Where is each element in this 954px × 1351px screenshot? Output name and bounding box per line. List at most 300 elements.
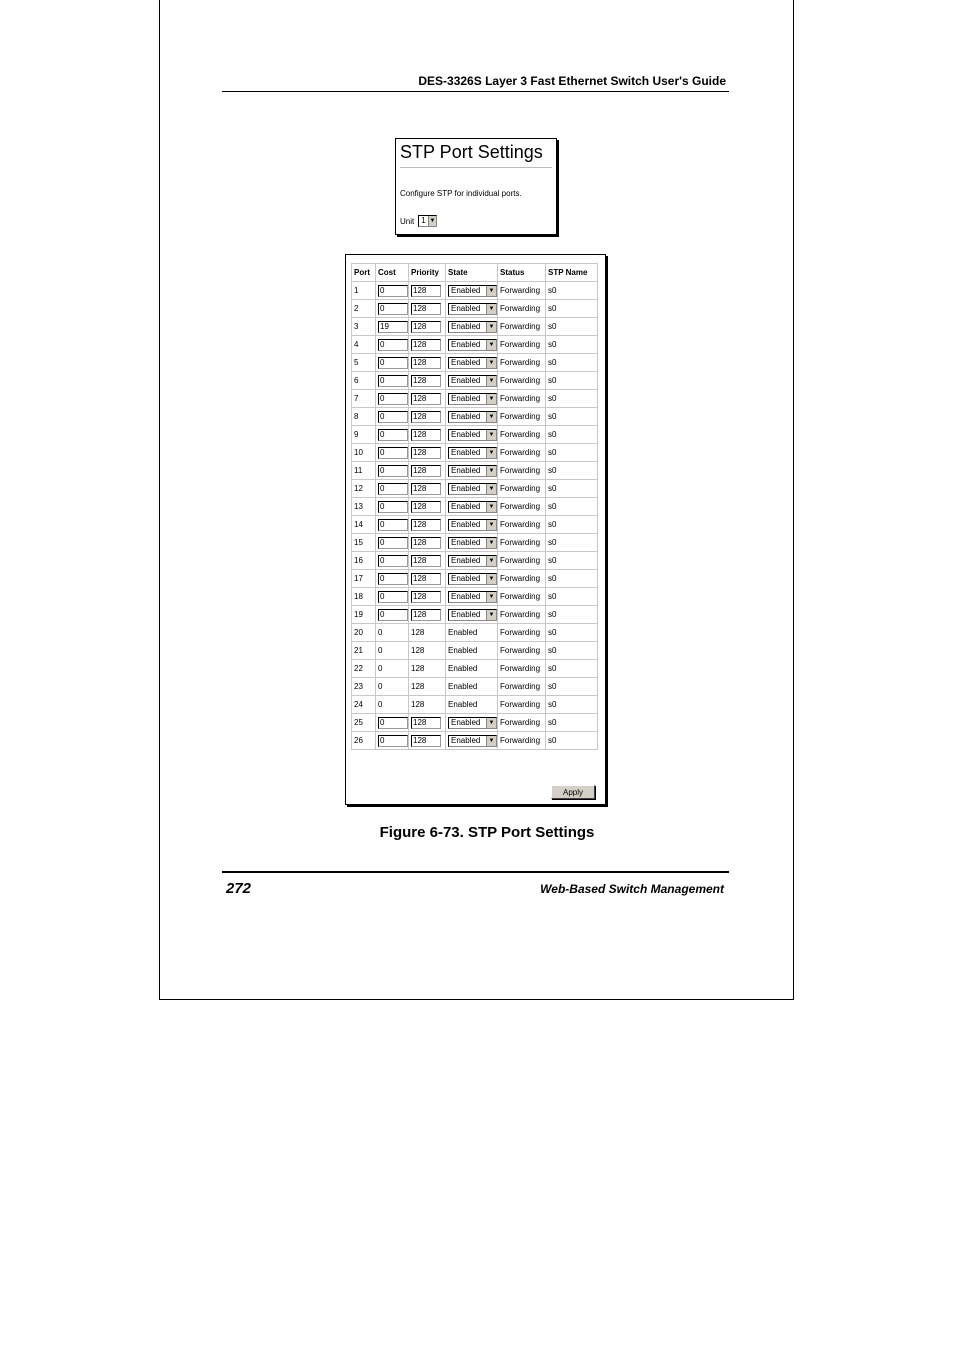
state-select-value: Enabled <box>451 537 481 547</box>
priority-input[interactable] <box>411 519 441 531</box>
state-cell <box>446 408 498 426</box>
state-cell <box>446 552 498 570</box>
state-select-value: Enabled <box>451 447 481 457</box>
chevron-down-icon: ▼ <box>486 592 496 602</box>
priority-cell <box>409 714 446 732</box>
priority-input[interactable] <box>411 285 441 297</box>
state-cell <box>446 480 498 498</box>
status-cell: Forwarding <box>498 588 546 606</box>
table-row <box>352 696 598 714</box>
priority-cell <box>409 318 446 336</box>
state-cell <box>446 300 498 318</box>
stp-name-cell: s0 <box>546 462 598 480</box>
state-select-value: Enabled <box>451 591 481 601</box>
figure-caption: Figure 6-73. STP Port Settings <box>379 824 595 841</box>
cost-cell <box>376 372 409 390</box>
table-row <box>352 588 598 606</box>
port-cell: 7 <box>352 390 376 408</box>
port-cell: 1 <box>352 282 376 300</box>
footer-divider <box>222 871 729 873</box>
table-row <box>352 444 598 462</box>
port-cell: 8 <box>352 408 376 426</box>
state-select-value: Enabled <box>451 321 481 331</box>
port-rows <box>352 282 598 750</box>
chevron-down-icon: ▼ <box>486 322 496 332</box>
apply-button[interactable]: Apply <box>551 785 595 799</box>
priority-input[interactable] <box>411 411 441 423</box>
state-cell <box>446 606 498 624</box>
state-cell <box>446 498 498 516</box>
unit-row <box>400 215 437 227</box>
table-row <box>352 570 598 588</box>
stp-name-cell: s0 <box>546 372 598 390</box>
cost-input[interactable] <box>378 429 408 441</box>
cost-cell <box>376 354 409 372</box>
chevron-down-icon: ▼ <box>486 430 496 440</box>
priority-input[interactable] <box>411 483 441 495</box>
priority-cell <box>409 282 446 300</box>
priority-input[interactable] <box>411 429 441 441</box>
priority-cell <box>409 498 446 516</box>
state-cell: Enabled <box>446 624 498 642</box>
state-select-value: Enabled <box>451 357 481 367</box>
priority-cell <box>409 516 446 534</box>
priority-cell <box>409 300 446 318</box>
unit-select[interactable] <box>418 215 437 227</box>
state-select[interactable] <box>448 573 497 585</box>
state-cell <box>446 534 498 552</box>
cost-input[interactable] <box>378 411 408 423</box>
status-cell: Forwarding <box>498 480 546 498</box>
cost-cell <box>376 606 409 624</box>
cost-input[interactable] <box>378 465 408 477</box>
port-cell: 4 <box>352 336 376 354</box>
port-cell: 24 <box>352 696 376 714</box>
cost-input[interactable] <box>378 447 408 459</box>
state-select-value: Enabled <box>451 375 481 385</box>
stp-name-cell: s0 <box>546 300 598 318</box>
priority-cell <box>409 336 446 354</box>
priority-cell: 128 <box>409 678 446 696</box>
state-select-value: Enabled <box>451 483 481 493</box>
cost-input[interactable] <box>378 357 408 369</box>
port-cell: 18 <box>352 588 376 606</box>
table-row <box>352 336 598 354</box>
priority-input[interactable] <box>411 501 441 513</box>
cost-cell <box>376 444 409 462</box>
cost-cell <box>376 426 409 444</box>
cost-cell <box>376 318 409 336</box>
stp-settings-card <box>395 138 557 235</box>
priority-input[interactable] <box>411 537 441 549</box>
state-select-value: Enabled <box>451 735 481 745</box>
status-cell: Forwarding <box>498 606 546 624</box>
state-select[interactable] <box>448 717 497 729</box>
port-cell: 26 <box>352 732 376 750</box>
state-cell <box>446 426 498 444</box>
chevron-down-icon: ▼ <box>486 502 496 512</box>
chevron-down-icon: ▼ <box>486 610 496 620</box>
priority-cell <box>409 354 446 372</box>
cost-cell <box>376 480 409 498</box>
chevron-down-icon: ▼ <box>486 736 496 746</box>
state-select-value: Enabled <box>451 609 481 619</box>
table-row <box>352 516 598 534</box>
priority-input[interactable] <box>411 303 441 315</box>
port-cell: 5 <box>352 354 376 372</box>
state-cell <box>446 570 498 588</box>
cost-input[interactable] <box>378 339 408 351</box>
column-header-priority: Priority <box>409 264 446 282</box>
stp-name-cell: s0 <box>546 588 598 606</box>
stp-name-cell: s0 <box>546 480 598 498</box>
cost-cell <box>376 732 409 750</box>
state-cell <box>446 714 498 732</box>
state-cell <box>446 372 498 390</box>
priority-input[interactable] <box>411 321 441 333</box>
table-row <box>352 552 598 570</box>
port-cell: 13 <box>352 498 376 516</box>
priority-input[interactable] <box>411 393 441 405</box>
state-select[interactable] <box>448 447 497 459</box>
cost-cell <box>376 498 409 516</box>
cost-cell <box>376 714 409 732</box>
state-select[interactable] <box>448 393 497 405</box>
state-select[interactable] <box>448 483 497 495</box>
port-cell: 6 <box>352 372 376 390</box>
cost-input[interactable] <box>378 519 408 531</box>
state-select-value: Enabled <box>451 465 481 475</box>
status-cell: Forwarding <box>498 624 546 642</box>
column-header-state: State <box>446 264 498 282</box>
state-select[interactable] <box>448 375 497 387</box>
status-cell: Forwarding <box>498 714 546 732</box>
table-row <box>352 642 598 660</box>
priority-input[interactable] <box>411 735 441 747</box>
port-cell: 10 <box>352 444 376 462</box>
page-number: 272 <box>226 880 252 897</box>
stp-name-cell: s0 <box>546 282 598 300</box>
port-cell: 20 <box>352 624 376 642</box>
cost-input[interactable] <box>378 555 408 567</box>
cost-cell <box>376 570 409 588</box>
document-header: DES-3326S Layer 3 Fast Ethernet Switch User's Guide <box>222 74 729 92</box>
port-cell: 15 <box>352 534 376 552</box>
table-row <box>352 354 598 372</box>
stp-name-cell: s0 <box>546 444 598 462</box>
cost-input[interactable] <box>378 735 408 747</box>
title-divider <box>400 167 552 168</box>
status-cell: Forwarding <box>498 696 546 714</box>
column-header-port: Port <box>352 264 376 282</box>
state-cell <box>446 462 498 480</box>
table-row <box>352 678 598 696</box>
priority-input[interactable] <box>411 591 441 603</box>
cost-cell <box>376 336 409 354</box>
stp-name-cell: s0 <box>546 534 598 552</box>
chevron-down-icon: ▼ <box>486 574 496 584</box>
state-cell <box>446 282 498 300</box>
state-select[interactable] <box>448 303 497 315</box>
stp-name-cell: s0 <box>546 498 598 516</box>
state-cell: Enabled <box>446 642 498 660</box>
priority-cell <box>409 732 446 750</box>
priority-input[interactable] <box>411 357 441 369</box>
chevron-down-icon: ▼ <box>486 412 496 422</box>
state-select[interactable] <box>448 609 497 621</box>
table-row <box>352 282 598 300</box>
stp-name-cell: s0 <box>546 354 598 372</box>
state-select-value: Enabled <box>451 285 481 295</box>
stp-name-cell: s0 <box>546 642 598 660</box>
stp-name-cell: s0 <box>546 732 598 750</box>
status-cell: Forwarding <box>498 444 546 462</box>
cost-cell <box>376 534 409 552</box>
status-cell: Forwarding <box>498 516 546 534</box>
state-select[interactable] <box>448 321 497 333</box>
table-row <box>352 714 598 732</box>
state-select[interactable] <box>448 339 497 351</box>
state-select[interactable] <box>448 357 497 369</box>
chevron-down-icon: ▼ <box>429 218 436 224</box>
status-cell: Forwarding <box>498 282 546 300</box>
cost-input[interactable] <box>378 285 408 297</box>
cost-cell <box>376 462 409 480</box>
port-cell: 19 <box>352 606 376 624</box>
cost-cell <box>376 552 409 570</box>
state-cell <box>446 588 498 606</box>
priority-input[interactable] <box>411 573 441 585</box>
cost-input[interactable] <box>378 375 408 387</box>
stp-name-cell: s0 <box>546 678 598 696</box>
priority-cell <box>409 534 446 552</box>
state-cell: Enabled <box>446 696 498 714</box>
status-cell: Forwarding <box>498 732 546 750</box>
priority-input[interactable] <box>411 609 441 621</box>
table-row <box>352 732 598 750</box>
state-select[interactable] <box>448 285 497 297</box>
stp-name-cell: s0 <box>546 714 598 732</box>
table-row <box>352 390 598 408</box>
table-row <box>352 660 598 678</box>
table-row <box>352 300 598 318</box>
footer-section-title: Web-Based Switch Management <box>540 882 724 896</box>
state-select[interactable] <box>448 411 497 423</box>
stp-name-cell: s0 <box>546 606 598 624</box>
port-cell: 17 <box>352 570 376 588</box>
port-cell: 14 <box>352 516 376 534</box>
priority-cell <box>409 426 446 444</box>
state-select[interactable] <box>448 537 497 549</box>
cost-input[interactable] <box>378 717 408 729</box>
priority-input[interactable] <box>411 555 441 567</box>
stp-name-cell: s0 <box>546 318 598 336</box>
priority-cell <box>409 372 446 390</box>
priority-cell <box>409 462 446 480</box>
state-select-value: Enabled <box>451 393 481 403</box>
priority-input[interactable] <box>411 339 441 351</box>
stp-name-cell: s0 <box>546 660 598 678</box>
state-select[interactable] <box>448 555 497 567</box>
state-cell <box>446 336 498 354</box>
state-select-value: Enabled <box>451 717 481 727</box>
priority-cell: 128 <box>409 696 446 714</box>
state-select-value: Enabled <box>451 573 481 583</box>
status-cell: Forwarding <box>498 318 546 336</box>
column-header-cost: Cost <box>376 264 409 282</box>
cost-input[interactable] <box>378 483 408 495</box>
chevron-down-icon: ▼ <box>486 358 496 368</box>
priority-input[interactable] <box>411 717 441 729</box>
column-header-status: Status <box>498 264 546 282</box>
status-cell: Forwarding <box>498 426 546 444</box>
port-cell: 25 <box>352 714 376 732</box>
column-header-stp-name: STP Name <box>546 264 598 282</box>
chevron-down-icon: ▼ <box>486 394 496 404</box>
state-select[interactable] <box>448 465 497 477</box>
cost-cell <box>376 588 409 606</box>
stp-settings-description: Configure STP for individual ports. <box>400 189 522 198</box>
chevron-down-icon: ▼ <box>486 304 496 314</box>
priority-cell <box>409 444 446 462</box>
state-cell <box>446 516 498 534</box>
state-select[interactable] <box>448 429 497 441</box>
port-cell: 21 <box>352 642 376 660</box>
cost-input[interactable] <box>378 537 408 549</box>
chevron-down-icon: ▼ <box>486 484 496 494</box>
priority-input[interactable] <box>411 375 441 387</box>
port-table-panel <box>345 254 606 805</box>
state-select-value: Enabled <box>451 411 481 421</box>
stp-settings-title: STP Port Settings <box>400 142 543 162</box>
state-select-value: Enabled <box>451 555 481 565</box>
priority-cell <box>409 480 446 498</box>
state-select[interactable] <box>448 735 497 747</box>
cost-cell: 0 <box>376 678 409 696</box>
cost-cell <box>376 300 409 318</box>
state-cell <box>446 732 498 750</box>
unit-select-value: 1 <box>421 216 426 225</box>
stp-name-cell: s0 <box>546 426 598 444</box>
chevron-down-icon: ▼ <box>486 556 496 566</box>
priority-cell <box>409 570 446 588</box>
table-row <box>352 426 598 444</box>
priority-cell: 128 <box>409 624 446 642</box>
priority-cell <box>409 408 446 426</box>
chevron-down-icon: ▼ <box>486 718 496 728</box>
status-cell: Forwarding <box>498 642 546 660</box>
priority-cell <box>409 390 446 408</box>
status-cell: Forwarding <box>498 300 546 318</box>
cost-cell: 0 <box>376 696 409 714</box>
stp-name-cell: s0 <box>546 696 598 714</box>
cost-cell <box>376 516 409 534</box>
status-cell: Forwarding <box>498 660 546 678</box>
table-row <box>352 624 598 642</box>
chevron-down-icon: ▼ <box>486 376 496 386</box>
status-cell: Forwarding <box>498 390 546 408</box>
state-select-value: Enabled <box>451 429 481 439</box>
state-cell <box>446 318 498 336</box>
cost-cell <box>376 390 409 408</box>
status-cell: Forwarding <box>498 498 546 516</box>
status-cell: Forwarding <box>498 462 546 480</box>
port-cell: 23 <box>352 678 376 696</box>
state-select-value: Enabled <box>451 339 481 349</box>
state-select-value: Enabled <box>451 501 481 511</box>
port-cell: 11 <box>352 462 376 480</box>
state-select-value: Enabled <box>451 303 481 313</box>
state-select[interactable] <box>448 519 497 531</box>
cost-input[interactable] <box>378 321 408 333</box>
state-select[interactable] <box>448 591 497 603</box>
chevron-down-icon: ▼ <box>486 448 496 458</box>
port-cell: 2 <box>352 300 376 318</box>
priority-cell <box>409 588 446 606</box>
port-cell: 22 <box>352 660 376 678</box>
priority-cell <box>409 606 446 624</box>
priority-cell: 128 <box>409 660 446 678</box>
port-table <box>351 263 598 750</box>
table-row <box>352 534 598 552</box>
port-cell: 12 <box>352 480 376 498</box>
table-row <box>352 372 598 390</box>
unit-label: Unit <box>400 216 415 226</box>
status-cell: Forwarding <box>498 336 546 354</box>
state-cell: Enabled <box>446 678 498 696</box>
table-row <box>352 462 598 480</box>
cost-input[interactable] <box>378 591 408 603</box>
status-cell: Forwarding <box>498 570 546 588</box>
table-row <box>352 408 598 426</box>
cost-input[interactable] <box>378 303 408 315</box>
cost-input[interactable] <box>378 501 408 513</box>
priority-input[interactable] <box>411 447 441 459</box>
status-cell: Forwarding <box>498 534 546 552</box>
status-cell: Forwarding <box>498 408 546 426</box>
cost-input[interactable] <box>378 573 408 585</box>
cost-input[interactable] <box>378 609 408 621</box>
priority-cell: 128 <box>409 642 446 660</box>
status-cell: Forwarding <box>498 372 546 390</box>
stp-name-cell: s0 <box>546 408 598 426</box>
state-select[interactable] <box>448 501 497 513</box>
cost-cell: 0 <box>376 624 409 642</box>
cost-input[interactable] <box>378 393 408 405</box>
table-row <box>352 480 598 498</box>
state-select-value: Enabled <box>451 519 481 529</box>
stp-name-cell: s0 <box>546 624 598 642</box>
table-row <box>352 498 598 516</box>
priority-input[interactable] <box>411 465 441 477</box>
table-row <box>352 606 598 624</box>
port-cell: 3 <box>352 318 376 336</box>
chevron-down-icon: ▼ <box>486 286 496 296</box>
state-cell <box>446 444 498 462</box>
table-row <box>352 318 598 336</box>
priority-cell <box>409 552 446 570</box>
port-cell: 16 <box>352 552 376 570</box>
status-cell: Forwarding <box>498 552 546 570</box>
chevron-down-icon: ▼ <box>486 340 496 350</box>
stp-name-cell: s0 <box>546 570 598 588</box>
chevron-down-icon: ▼ <box>486 538 496 548</box>
port-cell: 9 <box>352 426 376 444</box>
table-header-row <box>352 264 598 282</box>
chevron-down-icon: ▼ <box>486 466 496 476</box>
chevron-down-icon: ▼ <box>486 520 496 530</box>
state-cell: Enabled <box>446 660 498 678</box>
